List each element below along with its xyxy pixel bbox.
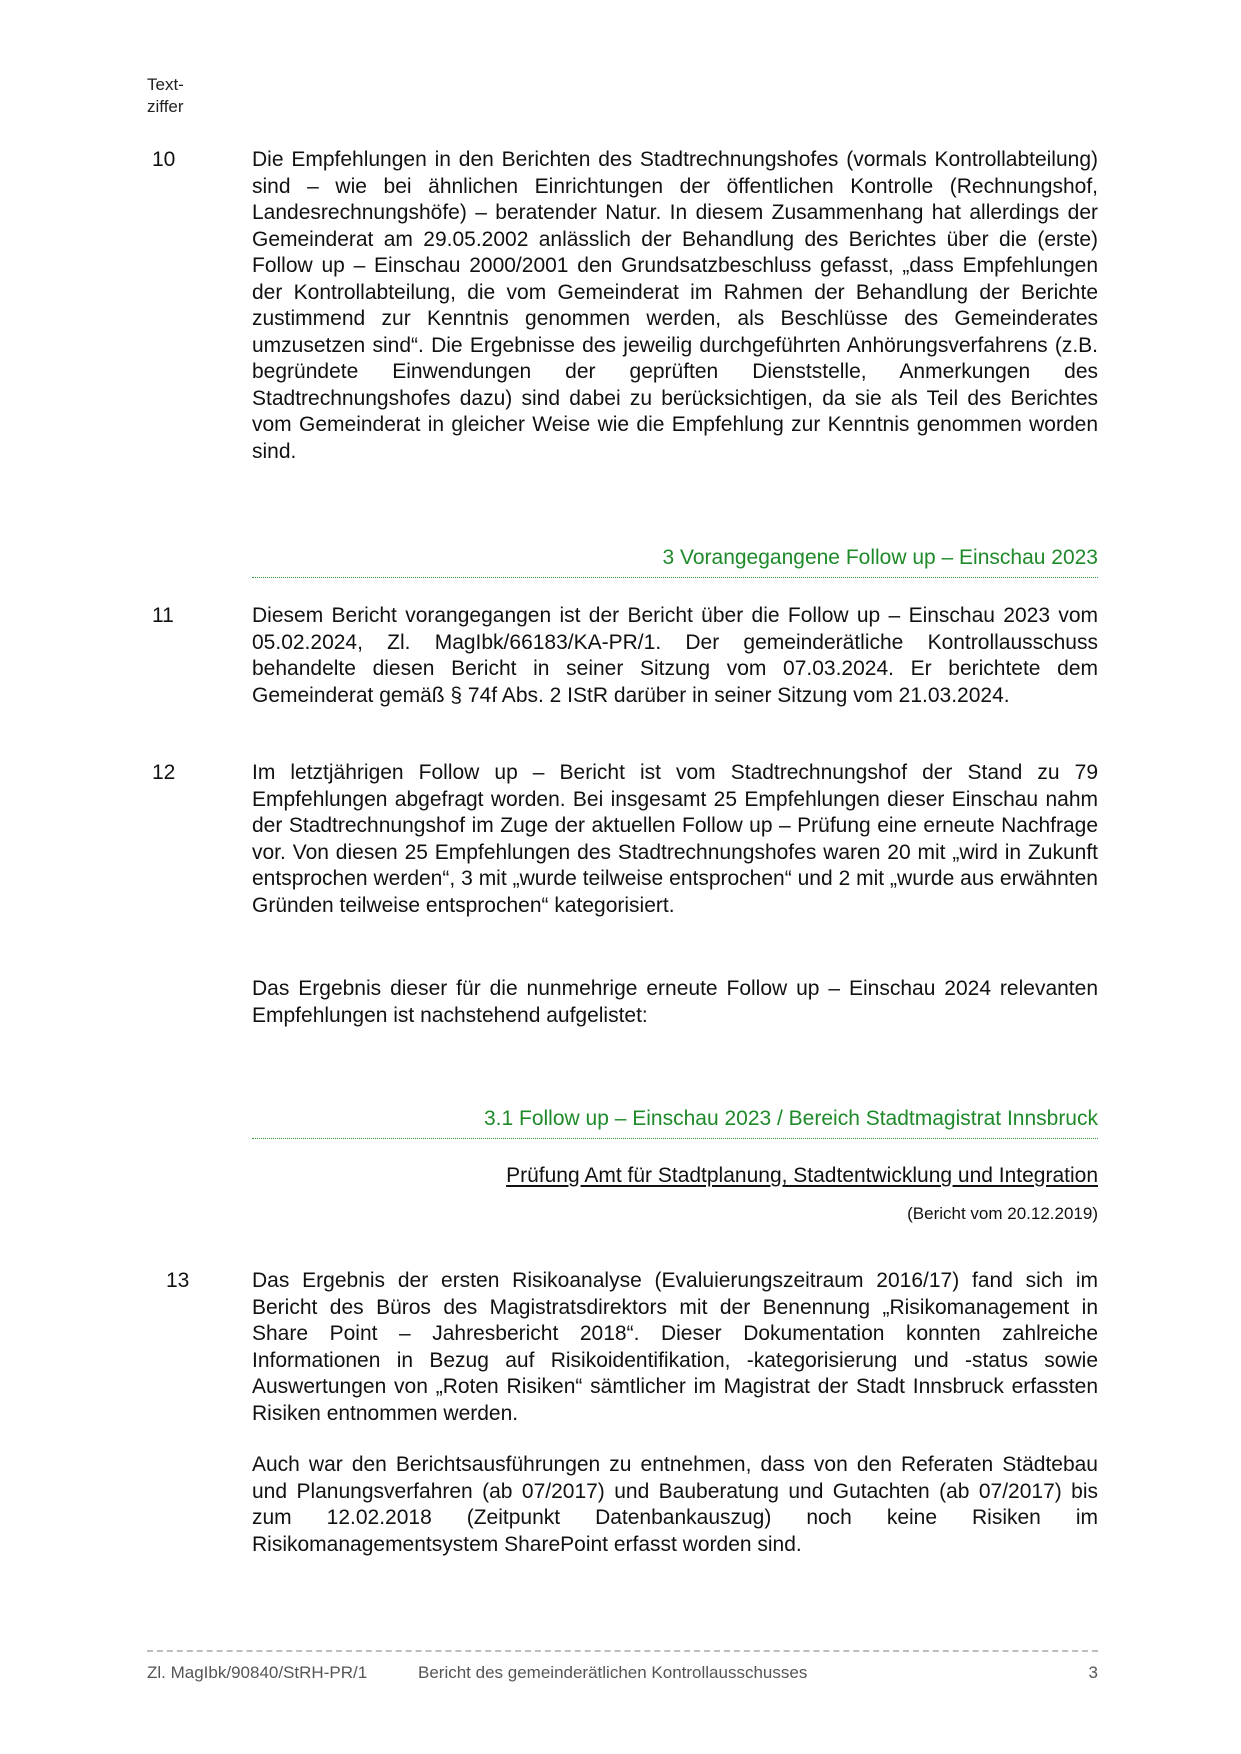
audit-report-date: (Bericht vom 20.12.2019) xyxy=(907,1204,1098,1223)
paragraph-13-text-continued: Auch war den Berichtsausführungen zu entnehmen, dass von den Referaten Städtebau und Planungsverfahren (ab 07/2017) und Bauberatung und Gutachten (ab 07/2017) bis zum 12.02.2018 (Zeitpunkt Datenbankauszug) noch keine Risiken im Risikomanagementsystem SharePoint erfasst worden sind. xyxy=(252,1453,1098,1556)
footer-page-number: 3 xyxy=(1088,1663,1098,1682)
footer-divider xyxy=(147,1650,1098,1652)
paragraph-number-11: 11 xyxy=(152,604,174,627)
footer-reference: Zl. MagIbk/90840/StRH-PR/1 xyxy=(147,1663,368,1682)
section-heading-3-1: 3.1 Follow up – Einschau 2023 / Bereich Stadtmagistrat Innsbruck xyxy=(483,1107,1098,1130)
margin-label xyxy=(147,74,184,118)
paragraph-11-text: Diesem Bericht vorangegangen ist der Bericht über die Follow up – Einschau 2023 vom 05.02.2024, Zl. MagIbk/66183/KA-PR/1. Der gemeinderätliche Kontrollausschuss behandelte diesen Bericht in seiner Sitzung vom 07.03.2024. Er berichtete dem Gemeinderat gemäß § 74f Abs. 2 IStR darüber in seiner Sitzung vom 21.03.2024. xyxy=(252,604,1098,707)
margin-label-line1: Text- xyxy=(147,75,184,94)
paragraph-12-text-continued: Das Ergebnis dieser für die nunmehrige erneute Follow up – Einschau 2024 relevanten Empfehlungen ist nachstehend aufgelistet: xyxy=(252,977,1098,1027)
footer-title: Bericht des gemeinderätlichen Kontrollausschusses xyxy=(418,1663,808,1682)
paragraph-number-12: 12 xyxy=(152,761,176,784)
paragraph-12-text: Im letztjährigen Follow up – Bericht ist vom Stadtrechnungshof der Stand zu 79 Empfehlungen abgefragt worden. Bei insgesamt 25 Empfehlungen dieser Einschau nahm der Stadtrechnungshof im Zuge der aktuellen Follow up – Prüfung eine erneute Nachfrage vor. Von diesen 25 Empfehlungen des Stadtrechnungshofes waren 20 mit „wird in Zukunft entsprochen werden“, 3 mit „wurde teilweise entsprochen“ und 2 mit „wurde aus erwähnten Gründen teilweise entsprochen“ kategorisiert. xyxy=(252,761,1098,917)
audit-title xyxy=(252,1163,1098,1189)
section-heading-3: 3 Vorangegangene Follow up – Einschau 2023 xyxy=(662,546,1098,569)
paragraph-10-text: Die Empfehlungen in den Berichten des Stadtrechnungshofes (vormals Kontrollabteilung) sind – wie bei ähnlichen Einrichtungen der öffentlichen Kontrolle (Rechnungshof, Landesrechnungshöfe) – beratender Natur. In diesem Zusammenhang hat allerdings der Gemeinderat am 29.05.2002 anlässlich der Behandlung des Berichtes über die (erste) Follow up – Einschau 2000/2001 den Grundsatzbeschluss gefasst, „dass Empfehlungen der Kontrollabteilung, die vom Gemeinderat im Rahmen der Behandlung der Berichte zustimmend zur Kenntnis genommen werden, als Beschlüsse des Gemeinderates umzusetzen sind“. Die Ergebnisse des jeweilig durchgeführten Anhörungsverfahrens (z.B. begründete Einwendungen der geprüften Dienststelle, Anmerkungen des Stadtrechnungshofes dazu) sind dabei zu berücksichtigen, da sie als Teil des Berichtes vom Gemeinderat in gleicher Weise wie die Empfehlung zur Kenntnis genommen worden sind. xyxy=(252,148,1098,463)
audit-title-text: Prüfung Amt für Stadtplanung, Stadtentwicklung und Integration xyxy=(506,1164,1098,1187)
paragraph-number-13: 13 xyxy=(166,1269,190,1292)
section-rule-3-1 xyxy=(252,1138,1098,1139)
margin-label-line2: ziffer xyxy=(147,97,184,116)
paragraph-13-text: Das Ergebnis der ersten Risikoanalyse (Evaluierungszeitraum 2016/17) fand sich im Bericht des Büros des Magistratsdirektors mit der Benennung „Risikomanagement in Share Point – Jahresbericht 2018“. Dieser Dokumentation konnten zahlreiche Informationen in Bezug auf Risikoidentifikation, -kategorisierung und -status sowie Auswertungen von „Roten Risiken“ sämtlicher im Magistrat der Stadt Innsbruck erfassten Risiken entnommen werden. xyxy=(252,1269,1098,1425)
section-rule-3 xyxy=(252,577,1098,578)
paragraph-number-10: 10 xyxy=(152,148,176,171)
